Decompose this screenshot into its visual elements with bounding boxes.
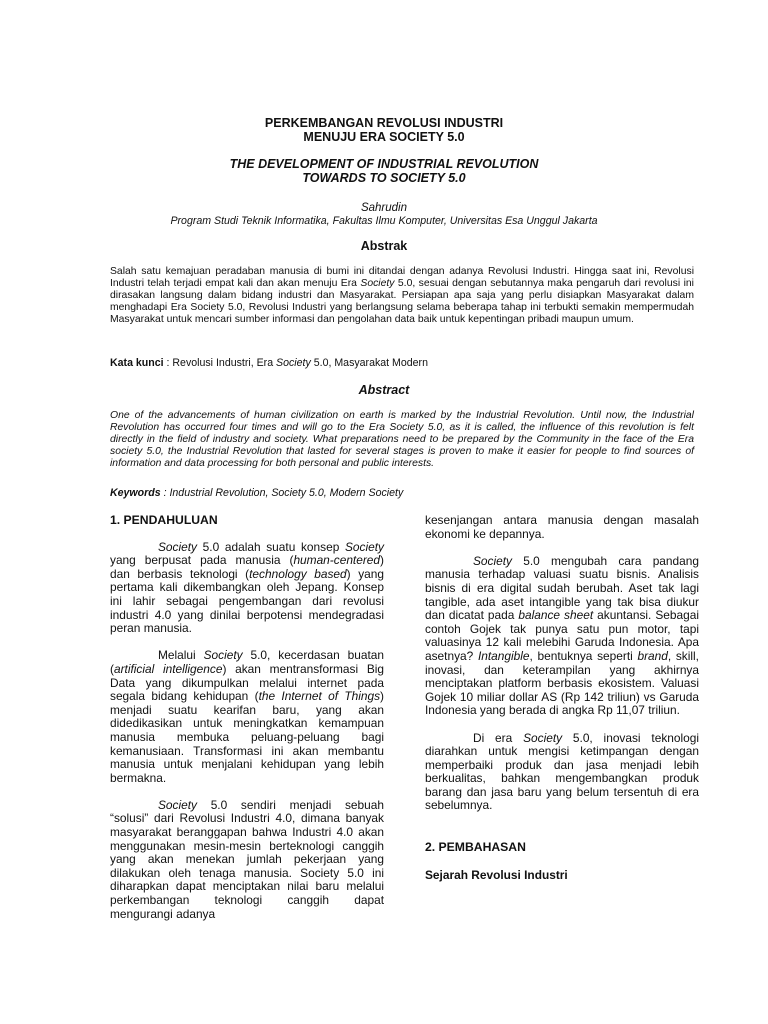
keywords bbox=[110, 487, 694, 500]
section-heading-pendahuluan: 1. PENDAHULUAN bbox=[110, 513, 218, 527]
paper-title bbox=[0, 117, 768, 144]
paragraph-text: human-centered bbox=[293, 553, 381, 568]
paragraph bbox=[110, 649, 384, 785]
paragraph-text: balance sheet bbox=[518, 608, 594, 623]
paragraph-text: yang berpusat pada manusia ( bbox=[110, 553, 294, 568]
paragraph-text: , bentuknya seperti bbox=[529, 648, 638, 663]
author-name: Sahrudin bbox=[360, 202, 408, 214]
kata-kunci-text: Society bbox=[276, 357, 311, 369]
abstract-text: One of the advancements of human civilization on earth is marked by the Industrial Revolution. Until now, the Industrial Revolution has occurred four times and will go to the Era Society 5.0, as it is called, the influence of this revolution is felt directly in the field of industry and society. What preparations need to be prepared by the Community in the face of the Era society 5.0, the Industrial Revolution that lasted for several stages is proven to make it easier for people to find sources of information and data processing for both personal and public interests. bbox=[110, 410, 694, 470]
paragraph bbox=[110, 799, 384, 921]
paragraph-text: Society bbox=[473, 553, 512, 568]
abstrak-text-part: 5.0, sesuai dengan sebutannya maka pengaruh dari revolusi ini dirasakan langsung dalam bidang industri dan Masyarakat. Persiapan apa saja yang perlu disiapkan Masyarakat dalam menghadapi Era Society 5.0, Revolusi Industri yang berlangsung selama beberapa tahap ini terbukti semakin mempermudah Masyarakat untuk mencari sumber informasi dan pengolahan data baik untuk kepentingan pribadi maupun umum. bbox=[110, 278, 694, 326]
spacer bbox=[425, 827, 699, 841]
paragraph-text: 5.0 mengubah cara pandang manusia terhadap valuasi suatu bisnis. Analisis bisnis di era digital sudah berubah. Aset tak lagi tangible, ada aset intangible yang tak bisa diukur dan dicatat pada bbox=[425, 553, 699, 623]
abstrak-text-part: Salah satu kemajuan peradaban manusia di bumi ini ditandai dengan adanya Revolusi Industri. Hingga saat ini, Revolusi Industri telah terjadi empat kali dan akan menuju Era bbox=[110, 266, 694, 290]
paragraph-text: Intangible bbox=[477, 648, 530, 663]
subsection-heading: Sejarah Revolusi Industri bbox=[425, 867, 568, 882]
paragraph-text: Society bbox=[203, 648, 243, 663]
subtitle-line-1: THE DEVELOPMENT OF INDUSTRIAL REVOLUTION bbox=[229, 157, 539, 171]
abstrak-text-part: Society bbox=[360, 278, 395, 290]
kata-kunci-text: 5.0, Masyarakat Modern bbox=[310, 357, 428, 369]
abstrak-text bbox=[110, 266, 694, 326]
paper-subtitle bbox=[0, 158, 768, 185]
paragraph-text: Society bbox=[158, 797, 197, 812]
paragraph-text: Society bbox=[345, 539, 384, 554]
subtitle-line-2: TOWARDS TO SOCIETY 5.0 bbox=[302, 170, 466, 185]
paragraph-text: the Internet of Things bbox=[258, 689, 381, 704]
paragraph-text: ) menjadi suatu kearifan baru, yang akan didedikasikan untuk meningkatkan kemampuan manusia membuka peluang-peluang bagi kemanusiaan. Transformasi ini akan membantu manusia untuk menjalani kehidupan yang lebih bermakna. bbox=[110, 689, 384, 785]
author-affiliation: Program Studi Teknik Informatika, Fakultas Ilmu Komputer, Universitas Esa Unggul Jakarta bbox=[170, 215, 598, 227]
paragraph-text: ) dan berbasis teknologi ( bbox=[110, 553, 384, 581]
abstract-heading: Abstract bbox=[358, 383, 410, 397]
right-column bbox=[425, 514, 699, 882]
paragraph-text: technology based bbox=[249, 566, 347, 581]
kata-kunci-label: Kata kunci bbox=[110, 357, 164, 369]
abstrak-heading: Abstrak bbox=[360, 239, 408, 253]
paragraph-text: artificial intelligence bbox=[113, 661, 223, 676]
paragraph-text: 5.0, inovasi teknologi diarahkan untuk mengisi ketimpangan dengan memperbaiki produk dan jasa menjadi lebih berkualitas, bahkan mengembangkan produk barang dan jasa baru yang belum tersentuh di era sebelumnya. bbox=[425, 730, 699, 813]
paragraph-text: Di era bbox=[473, 730, 524, 745]
paragraph-text: Society bbox=[523, 730, 563, 745]
paragraph-text: Society bbox=[158, 539, 197, 554]
kata-kunci-text: : Revolusi Industri, Era bbox=[163, 357, 277, 369]
paragraph-text: ) akan mentransformasi Big Data yang dikumpulkan melalui internet pada segala bidang kehidupan ( bbox=[110, 661, 385, 704]
paragraph-text: brand bbox=[637, 648, 668, 663]
paragraph bbox=[425, 732, 699, 814]
paragraph-text: 5.0, kecerdasan buatan ( bbox=[110, 648, 384, 676]
paragraph-text: akuntansi. Sebagai contoh Gojek tak punya satu pun motor, tapi valuasinya 12 kali melebihi Garuda Indonesia. Apa asetnya? bbox=[425, 608, 700, 663]
paragraph-text: , skill, inovasi, dan keterampilan yang akhirnya menciptakan platform berbasis ekosistem. Valuasi Gojek 10 miliar dollar AS (Rp 142 triliun) vs Garuda Indonesia yang berada di angka Rp 11,07 triliun. bbox=[425, 648, 699, 718]
keywords-label: Keywords bbox=[110, 487, 161, 499]
paragraph bbox=[425, 555, 699, 718]
paragraph: kesenjangan antara manusia dengan masalah ekonomi ke depannya. bbox=[425, 513, 699, 541]
section-heading-pembahasan: 2. PEMBAHASAN bbox=[425, 840, 526, 855]
paragraph-text: Melalui bbox=[158, 648, 204, 663]
paragraph-text: ) yang pertama kali dikembangkan oleh Jepang. Konsep ini lahir sebagai pengembangan dari revolusi industri 4.0 yang dinilai berpotensi mendegradasi peran manusia. bbox=[110, 566, 384, 636]
kata-kunci bbox=[110, 357, 694, 370]
keywords-text: : Industrial Revolution, Society 5.0, Modern Society bbox=[160, 487, 404, 499]
title-line-2: MENUJU ERA SOCIETY 5.0 bbox=[303, 129, 465, 144]
paragraph-text: 5.0 sendiri menjadi sebuah “solusi” dari Revolusi Industri 4.0, dimana banyak masyarakat beranggapan bahwa Industri 4.0 akan menggunakan mesin-mesin berteknologi canggih yang akan menekan jumlah pekerjaan yang dilakukan oleh tenaga manusia. Society 5.0 ini diharapkan dapat menciptakan nilai baru melalui perkembangan teknologi canggih dapat mengurangi adanya bbox=[110, 797, 384, 921]
paragraph bbox=[110, 541, 384, 636]
left-column bbox=[110, 513, 384, 935]
paragraph-text: 5.0 adalah suatu konsep bbox=[197, 539, 345, 554]
title-line-1: PERKEMBANGAN REVOLUSI INDUSTRI bbox=[264, 116, 504, 130]
